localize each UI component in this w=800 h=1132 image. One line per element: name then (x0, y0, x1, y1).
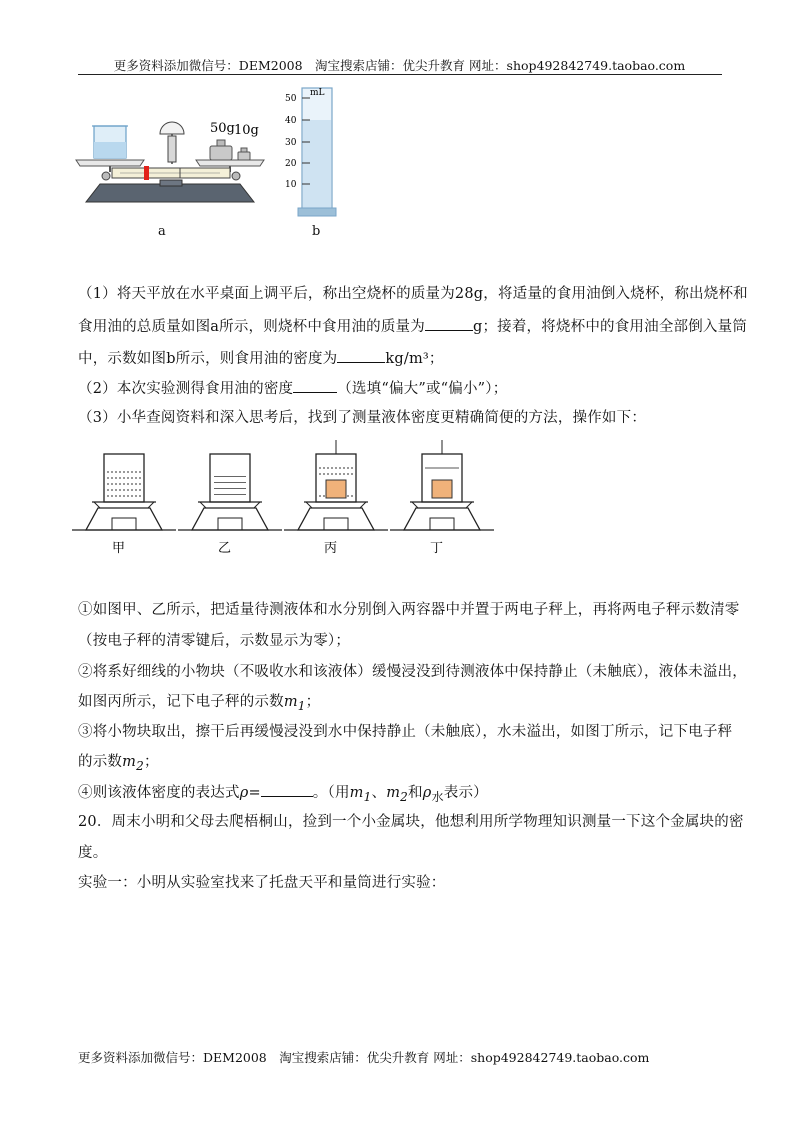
q2-line: （2）本次实验测得食用油的密度 （选填“偏大”或“偏小”）； (78, 378, 722, 399)
electronic-scales-figure (72, 438, 512, 558)
answer-blank-bias[interactable] (293, 378, 337, 393)
page-footer: 更多资料添加微信号：DEM2008 淘宝搜索店铺：优尖升教育 网址：shop492842749.taobao.com (78, 1050, 650, 1065)
weight-50g-label: 50g (210, 121, 235, 136)
scale-jia (72, 454, 176, 530)
q20-line2: 度。 (78, 845, 108, 861)
caption-ding: 丁 (430, 541, 444, 556)
q1-line1: （1）将天平放在水平桌面上调平后，称出空烧杯的质量为28g，将适量的食用油倒入烧杯，称出烧杯和 (78, 286, 748, 302)
weight-10g-icon (238, 148, 250, 160)
step1-line1: ①如图甲、乙所示，把适量待测液体和水分别倒入两容器中并置于两电子秤上，再将两电子秤示数清零 (78, 602, 740, 618)
cylinder-unit-label: mL (310, 88, 325, 98)
pointer-dial-icon (160, 122, 184, 164)
caption-jia: 甲 (112, 541, 126, 556)
cylinder-tick-50: 50 (285, 94, 297, 104)
figure-b-caption: b (312, 224, 321, 239)
q20-line3: 实验一：小明从实验室找来了托盘天平和量筒进行实验： (78, 875, 446, 891)
answer-blank-oil-density[interactable] (337, 348, 385, 363)
scale-ding (390, 440, 494, 530)
step3-line1: ③将小物块取出，擦干后再缓慢浸没到水中保持静止（未触底），水未溢出，如图丁所示，记下电子秤 (78, 724, 733, 740)
header-rule (78, 74, 722, 75)
cylinder-tick-30: 30 (285, 138, 297, 148)
q1-line3: 中，示数如图b所示，则食用油的密度为 kg/m³； (78, 348, 722, 369)
figure-b-cylinder (282, 82, 352, 222)
figure-a-balance (70, 106, 270, 216)
beaker-icon (92, 126, 128, 158)
figure-a-caption: a (158, 224, 166, 239)
cylinder-tick-10: 10 (285, 180, 297, 190)
weight-10g-label: 10g (234, 123, 259, 138)
answer-blank-oil-mass[interactable] (425, 316, 473, 331)
scale-bing (284, 440, 388, 530)
q1-line2: 食用油的总质量如图a所示，则烧杯中食用油的质量为 g；接着，将烧杯中的食用油全部倒入量筒 (78, 316, 722, 337)
cylinder-tick-40: 40 (285, 116, 297, 126)
scale-yi (178, 454, 282, 530)
q20-line1: 20．周末小明和父母去爬梧桐山，捡到一个小金属块，他想利用所学物理知识测量一下这个金属块的密 (78, 814, 744, 830)
cylinder-tick-20: 20 (285, 159, 297, 169)
q3-line: （3）小华查阅资料和深入思考后，找到了测量液体密度更精确简便的方法，操作如下： (78, 410, 647, 426)
step2-line1: ②将系好细线的小物块（不吸收水和该液体）缓慢浸没到待测液体中保持静止（未触底），液体未溢出， (78, 664, 747, 680)
step1-line2: （按电子秤的清零键后，示数显示为零）； (78, 633, 351, 649)
answer-blank-density-expression[interactable] (261, 782, 313, 797)
weight-50g-icon (210, 140, 232, 160)
page-header: 更多资料添加微信号：DEM2008 淘宝搜索店铺：优尖升教育 网址：shop492842749.taobao.com (113, 58, 686, 73)
caption-yi: 乙 (218, 541, 232, 556)
caption-bing: 丙 (324, 541, 338, 556)
step2-line2: 如图丙所示，记下电子秤的示数$m_1$； (78, 694, 321, 713)
step3-line2: 的示数$m_2$； (78, 754, 159, 773)
step4-line: ④则该液体密度的表达式ρ= 。（用$m_1$、$m_2$和$\rho_水$表示） (78, 782, 722, 807)
